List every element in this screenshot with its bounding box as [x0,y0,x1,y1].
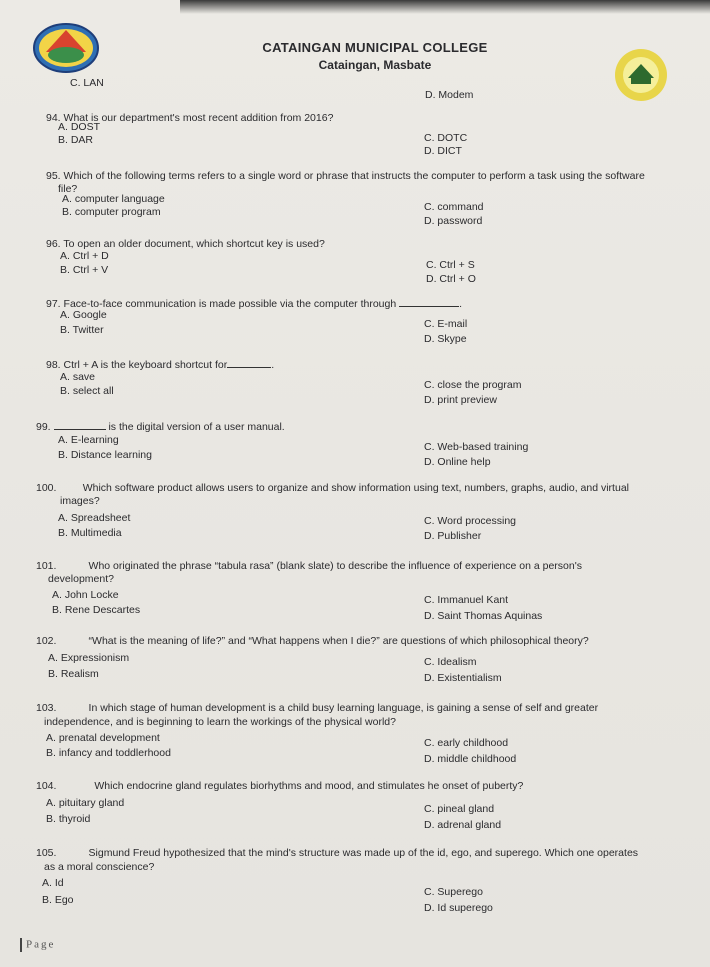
option-99d: D. Online help [424,456,491,468]
question-100-cont: images? [60,495,100,507]
option-96d: D. Ctrl + O [426,273,476,285]
question-94: 94. What is our department's most recent addition from 2016? [46,112,334,124]
option-95c: C. command [424,201,484,213]
page-footer: Page [20,938,55,952]
option-96b: B. Ctrl + V [60,264,109,276]
question-105: 105. Sigmund Freud hypothesized that the mind's structure was made up of the id, ego, and superego. Which one operates [36,847,639,859]
option-105d: D. Id superego [424,902,493,914]
option-103b: B. infancy and toddlerhood [46,747,171,759]
option-100b: B. Multimedia [58,527,122,539]
option-105a: A. Id [42,877,64,889]
option-94b: B. DAR [58,134,94,146]
option-94d: D. DICT [424,145,462,157]
question-103: 103. In which stage of human development is a child busy learning language, is gaining a sense of self and greater [36,702,599,714]
document-header [0,40,710,72]
option-93d: D. Modem [425,89,474,101]
option-100d: D. Publisher [424,530,482,542]
option-97b: B. Twitter [60,324,104,336]
question-101-cont: development? [48,573,114,585]
option-102b: B. Realism [48,668,99,680]
option-103d: D. middle childhood [424,753,517,765]
option-102a: A. Expressionism [48,652,130,664]
page-shadow [180,0,710,14]
question-97: 97. Face-to-face communication is made possible via the computer through . [46,298,463,310]
school-name: CATAINGAN MUNICIPAL COLLEGE [262,40,488,55]
option-94a: A. DOST [58,121,101,133]
option-98a: A. save [60,371,96,383]
option-93c: C. LAN [70,77,104,89]
question-102: 102. “What is the meaning of life?” and “What happens when I die?” are questions of which philosophical theory? [36,635,589,647]
option-94c: C. DOTC [424,132,468,144]
option-103c: C. early childhood [424,737,509,749]
option-102c: C. Idealism [424,656,477,668]
option-104c: C. pineal gland [424,803,495,815]
question-100: 100. Which software product allows users to organize and show information using text, numbers, graphs, audio, and virtual [36,482,629,494]
option-97d: D. Skype [424,333,467,345]
question-98: 98. Ctrl + A is the keyboard shortcut for . [46,359,275,371]
option-99b: B. Distance learning [58,449,152,461]
option-98d: D. print preview [424,394,497,406]
option-95a: A. computer language [62,193,165,205]
question-104: 104. Which endocrine gland regulates biorhythms and mood, and stimulates he onset of puberty? [36,780,524,792]
option-104d: D. adrenal gland [424,819,502,831]
option-101c: C. Immanuel Kant [424,594,509,606]
option-95d: D. password [424,215,483,227]
option-100a: A. Spreadsheet [58,512,131,524]
question-101: 101. Who originated the phrase “tabula rasa” (blank slate) to describe the influence of experience on a person's [36,560,582,572]
option-103a: A. prenatal development [46,732,160,744]
option-98c: C. close the program [424,379,522,391]
option-105b: B. Ego [42,894,74,906]
school-location: Cataingan, Masbate [318,58,432,72]
question-95-cont: file? [58,183,78,195]
question-95: 95. Which of the following terms refers to a single word or phrase that instructs the computer to perform a task using the software [46,170,645,182]
option-100c: C. Word processing [424,515,517,527]
option-96a: A. Ctrl + D [60,250,109,262]
option-101d: D. Saint Thomas Aquinas [424,610,543,622]
option-99a: A. E-learning [58,434,119,446]
option-98b: B. select all [60,385,114,397]
option-96c: C. Ctrl + S [426,259,475,271]
option-104a: A. pituitary gland [46,797,125,809]
option-97a: A. Google [60,309,107,321]
option-97c: C. E-mail [424,318,468,330]
option-99c: C. Web-based training [424,441,529,453]
option-101b: B. Rene Descartes [52,604,141,616]
question-105-cont: as a moral conscience? [44,861,155,873]
option-95b: B. computer program [62,206,161,218]
question-96: 96. To open an older document, which shortcut key is used? [46,238,325,250]
question-103-cont: independence, and is beginning to learn the workings of the physical world? [44,716,396,728]
option-105c: C. Superego [424,886,483,898]
question-99: 99. is the digital version of a user manual. [36,421,285,433]
option-101a: A. John Locke [52,589,119,601]
option-104b: B. thyroid [46,813,91,825]
option-102d: D. Existentialism [424,672,502,684]
